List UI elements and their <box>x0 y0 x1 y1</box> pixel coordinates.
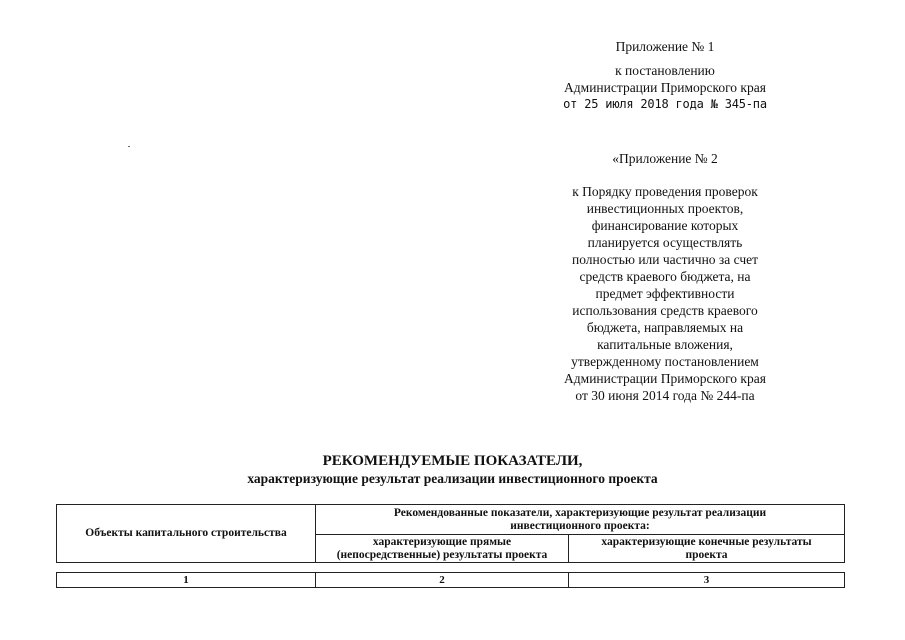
appendix-1-header <box>540 38 790 113</box>
col-header-group <box>316 505 845 535</box>
document-heading <box>0 452 905 487</box>
column-number: 3 <box>569 573 845 588</box>
sub-header-line: характеризующие конечные результаты <box>601 535 812 548</box>
col-header-final-results <box>569 535 845 563</box>
scan-speck <box>128 146 130 147</box>
sub-header-line: характеризующие прямые <box>372 535 512 548</box>
indicators-table-header <box>56 504 845 563</box>
appendix-2-header <box>540 150 790 404</box>
appendix-2-line: финансирование которых <box>591 218 739 233</box>
column-numbers-row <box>56 572 845 588</box>
appendix-2-line: средств краевого бюджета, на <box>579 269 751 284</box>
appendix-2-line: планируется осуществлять <box>587 235 743 250</box>
appendix-1-title: Приложение № 1 <box>615 39 715 54</box>
appendix-1-line: Администрации Приморского края <box>564 80 766 95</box>
sub-header-line: (непосредственные) результаты проекта <box>336 548 548 561</box>
appendix-2-line: Администрации Приморского края <box>564 371 766 386</box>
appendix-2-title: «Приложение № 2 <box>612 151 718 166</box>
group-header-line: Рекомендованные показатели, характеризующие результат реализации <box>393 506 767 519</box>
appendix-2-line: полностью или частично за счет <box>571 252 759 267</box>
column-number: 2 <box>316 573 569 588</box>
appendix-2-line: предмет эффективности <box>595 286 735 301</box>
col-header-objects: Объекты капитального строительства <box>57 505 316 563</box>
heading-subtitle: характеризующие результат реализации инвестиционного проекта <box>247 471 658 486</box>
column-number: 1 <box>57 573 316 588</box>
heading-title: РЕКОМЕНДУЕМЫЕ ПОКАЗАТЕЛИ, <box>322 453 583 469</box>
appendix-2-line: капитальные вложения, <box>597 337 733 352</box>
appendix-2-line: к Порядку проведения проверок <box>572 184 758 199</box>
appendix-2-line: использования средств краевого <box>572 303 758 318</box>
appendix-1-date-number: от 25 июля 2018 года № 345-па <box>563 97 767 111</box>
col-header-direct-results <box>316 535 569 563</box>
appendix-2-line: инвестиционных проектов, <box>586 201 744 216</box>
appendix-2-line: от 30 июня 2014 года № 244-па <box>575 388 755 403</box>
appendix-2-line: утвержденному постановлением <box>571 354 759 369</box>
group-header-line: инвестиционного проекта: <box>510 519 650 532</box>
sub-header-line: проекта <box>685 548 728 561</box>
appendix-1-line: к постановлению <box>615 63 715 78</box>
appendix-2-line: бюджета, направляемых на <box>586 320 744 335</box>
